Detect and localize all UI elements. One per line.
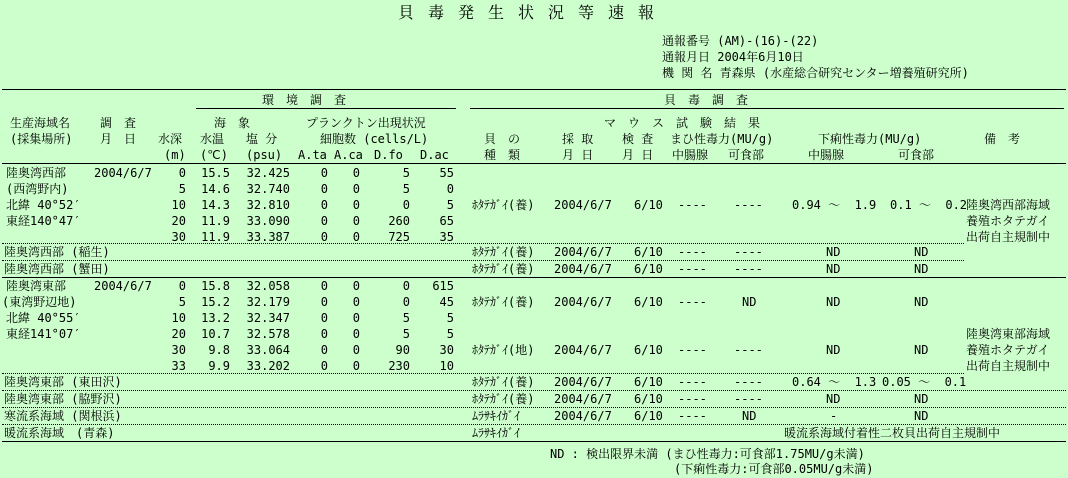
col-psp-mid: 中腸腺 [672, 148, 709, 162]
row-kanita-collect: 2004/6/7 [554, 262, 612, 276]
header-top-rule [2, 89, 1066, 90]
table-bottom-rule [2, 441, 1066, 442]
row-inasei-dsp-mid: ND [826, 245, 841, 259]
block2-row4-dac: 30 [439, 343, 454, 357]
block2-row0-ata: 0 [320, 279, 328, 293]
block1-row1-temp: 14.6 [201, 182, 230, 196]
col-collect: 採 取 [562, 132, 594, 146]
block2-row0-aca: 0 [352, 279, 360, 293]
block1-dsp-mid: 0.94 〜 1.9 [792, 198, 877, 212]
block1-row4-dac: 35 [439, 230, 454, 244]
footnote-dsp: (下痢性毒力:可食部0.05MU/g未満) [674, 462, 874, 476]
block1-row3-depth: 20 [171, 214, 186, 228]
block1-inspect: 6/10 [634, 198, 663, 212]
block1-area-2: (西湾野内) [6, 182, 69, 196]
row-inasei-shell: ﾎﾀﾃｶﾞｲ(養) [472, 245, 535, 259]
block2-date: 2004/6/7 [94, 279, 152, 293]
agency: 機 関 名 青森県 (水産総合研究センター増養殖研究所) [662, 66, 969, 80]
block2-area-1: 陸奥湾東部 [6, 279, 67, 293]
col-depth-unit: (m) [164, 148, 186, 162]
col-dfo: D.fo [374, 148, 403, 162]
block1-row0-dac: 55 [439, 166, 454, 180]
rule-7 [2, 424, 1066, 425]
block2-area-3: 北緯 40°55′ [6, 311, 81, 325]
row-wakinosawa-inspect: 6/10 [634, 392, 663, 406]
block2-row1-depth: 5 [178, 295, 186, 309]
row-kanita-psp-mid: ---- [678, 262, 707, 276]
block2-row2-sal: 32.347 [246, 311, 290, 325]
block1-row1-ata: 0 [320, 182, 328, 196]
block2-row3-sal: 32.578 [246, 327, 290, 341]
row-inasei-inspect: 6/10 [634, 245, 663, 259]
block2-row4-sal: 33.064 [246, 343, 290, 357]
block2-row4-dfo: 90 [395, 343, 410, 357]
block1-row3-aca: 0 [352, 214, 360, 228]
block2a-dsp-mid: ND [826, 295, 841, 309]
block2a-dsp-edible: ND [914, 295, 929, 309]
block2-row2-dac: 5 [446, 311, 454, 325]
block1-row1-dac: 0 [446, 182, 454, 196]
block2-row0-depth: 0 [178, 279, 186, 293]
block1-row2-ata: 0 [320, 198, 328, 212]
rule-5 [2, 390, 1066, 391]
row-kanita-area: 陸奥湾西部 (蟹田) [4, 262, 110, 276]
col-collect-sub: 月 日 [562, 148, 594, 162]
block1-row4-temp: 11.9 [201, 230, 230, 244]
block1-row2-dac: 5 [446, 198, 454, 212]
block2b-shell: ﾎﾀﾃｶﾞｲ(地) [472, 343, 535, 357]
remarks1-line3: 出荷自主規制中 [966, 230, 1051, 244]
block2-row5-aca: 0 [352, 359, 360, 373]
col-salinity-unit: (psu) [246, 148, 283, 162]
env-subrule [196, 108, 456, 109]
block1-area-1: 陸奥湾西部 [6, 166, 67, 180]
block2-row2-temp: 13.2 [201, 311, 230, 325]
col-dsp-mid: 中腸腺 [808, 148, 845, 162]
rule-3 [2, 277, 1066, 278]
block2-row3-dac: 5 [446, 327, 454, 341]
block2-row5-ata: 0 [320, 359, 328, 373]
block1-shell: ﾎﾀﾃｶﾞｲ(養) [472, 198, 535, 212]
block2-row2-depth: 10 [171, 311, 186, 325]
block2-row5-dfo: 230 [388, 359, 410, 373]
block1-row3-sal: 33.090 [246, 214, 290, 228]
report-date: 通報月日 2004年6月10日 [662, 50, 804, 64]
row-inasei-area: 陸奥湾西部 (稲生) [4, 245, 110, 259]
row-sekinehama-area: 寒流系海域 (関根浜) [4, 409, 122, 423]
row-inasei-psp-mid: ---- [678, 245, 707, 259]
rule-2 [2, 260, 964, 261]
col-psp-edible: 可食部 [728, 148, 765, 162]
block2-row2-ata: 0 [320, 311, 328, 325]
block1-row0-sal: 32.425 [246, 166, 290, 180]
row-sekinehama-dsp-mid: - [830, 409, 838, 423]
row-higashitazawa-psp-edible: ---- [734, 375, 763, 389]
row-higashitazawa-collect: 2004/6/7 [554, 375, 612, 389]
row-wakinosawa-dsp-mid: ND [826, 392, 841, 406]
block1-row2-depth: 10 [171, 198, 186, 212]
block2-row3-temp: 10.7 [201, 327, 230, 341]
block2-row1-ata: 0 [320, 295, 328, 309]
row-wakinosawa-psp-edible: ---- [734, 392, 763, 406]
block2-row5-temp: 9.9 [208, 359, 230, 373]
block1-row1-dfo: 5 [402, 182, 410, 196]
row-wakinosawa-area: 陸奥湾東部 (脇野沢) [4, 392, 122, 406]
block2-row2-dfo: 5 [402, 311, 410, 325]
col-ata: A.ta [298, 148, 327, 162]
block2-row3-depth: 20 [171, 327, 186, 341]
report-number: 通報番号 (AM)-(16)-(22) [662, 34, 819, 48]
block2-row0-temp: 15.8 [201, 279, 230, 293]
block1-row1-aca: 0 [352, 182, 360, 196]
block1-date: 2004/6/7 [94, 166, 152, 180]
row-higashitazawa-dsp-mid: 0.64 〜 1.3 [792, 375, 877, 389]
col-depth: 水深 [158, 132, 183, 146]
row-higashitazawa-area: 陸奥湾東部 (東田沢) [4, 375, 122, 389]
row-sekinehama-shell: ﾑﾗｻｷｲｶﾞｲ [472, 409, 521, 423]
header-bottom-rule [2, 163, 1066, 164]
col-aca: A.ca [334, 148, 363, 162]
block1-collect: 2004/6/7 [554, 198, 612, 212]
block1-row4-sal: 33.387 [246, 230, 290, 244]
row-kanita-shell: ﾎﾀﾃｶﾞｲ(養) [472, 262, 535, 276]
col-salinity: 塩 分 [246, 132, 278, 146]
col-shell: 貝 の [484, 132, 521, 146]
env-survey-heading: 環 境 調 査 [262, 93, 347, 107]
row-inasei-dsp-edible: ND [914, 245, 929, 259]
col-temp-unit: (℃) [200, 148, 228, 162]
block2-row0-sal: 32.058 [246, 279, 290, 293]
col-psp: まひ性毒力(MU/g) [670, 132, 774, 146]
block2-row2-aca: 0 [352, 311, 360, 325]
rule-4 [2, 373, 964, 374]
row-sekinehama-inspect: 6/10 [634, 409, 663, 423]
row-higashitazawa-psp-mid: ---- [678, 375, 707, 389]
remarks1-line1: 陸奥湾西部海域 [966, 198, 1051, 212]
block2-row0-dac: 615 [432, 279, 454, 293]
block2-row3-dfo: 5 [402, 327, 410, 341]
rule-6 [2, 407, 1066, 408]
block1-row2-aca: 0 [352, 198, 360, 212]
row-inasei-collect: 2004/6/7 [554, 245, 612, 259]
row-kanita-dsp-edible: ND [914, 262, 929, 276]
col-plankton: プランクトン出現状況 [306, 116, 426, 130]
remarks1-line2: 養殖ホタテガイ [966, 214, 1050, 228]
block1-row0-dfo: 5 [402, 166, 410, 180]
block2b-dsp-edible: ND [914, 343, 929, 357]
col-survey: 調 査 [100, 116, 137, 130]
col-dsp: 下痢性毒力(MU/g) [818, 132, 922, 146]
col-area: 生産海域名 [10, 116, 71, 130]
remarks2-line3: 出荷自主規制中 [966, 359, 1051, 373]
block1-psp-edible: ---- [734, 198, 763, 212]
row-inasei-psp-edible: ---- [734, 245, 763, 259]
row-kanita-inspect: 6/10 [634, 262, 663, 276]
col-shell-sub: 種 類 [484, 148, 521, 162]
block2-row4-depth: 30 [171, 343, 186, 357]
row-sekinehama-dsp-edible: ND [914, 409, 929, 423]
col-survey-sub: 月 日 [100, 132, 137, 146]
footnote-nd: ND : 検出限界未満 (まひ性毒力:可食部1.75MU/g未満) [550, 447, 865, 461]
col-inspect: 検 査 [622, 132, 654, 146]
block1-row4-aca: 0 [352, 230, 360, 244]
remarks2-line1: 陸奥湾東部海域 [966, 327, 1051, 341]
block2-row1-aca: 0 [352, 295, 360, 309]
block2b-dsp-mid: ND [826, 343, 841, 357]
block1-row2-sal: 32.810 [246, 198, 290, 212]
page-title: 貝毒発生状況等速報 [398, 3, 669, 22]
block1-psp-mid: ---- [678, 198, 707, 212]
block1-row4-dfo: 725 [388, 230, 410, 244]
row-aomori-area: 暖流系海域 (青森) [4, 426, 115, 440]
row-kanita-psp-edible: ---- [734, 262, 763, 276]
col-cells: 細胞数 (cells/L) [320, 132, 429, 146]
row-wakinosawa-dsp-edible: ND [914, 392, 929, 406]
block2-row3-ata: 0 [320, 327, 328, 341]
row-kanita-dsp-mid: ND [826, 262, 841, 276]
row-sekinehama-psp-mid: ---- [678, 409, 707, 423]
block2b-inspect: 6/10 [634, 343, 663, 357]
row-aomori-remark: 暖流系海域付着性二枚貝出荷自主規制中 [784, 426, 1001, 440]
block2a-inspect: 6/10 [634, 295, 663, 309]
block1-row1-depth: 5 [178, 182, 186, 196]
block1-row4-ata: 0 [320, 230, 328, 244]
rule-1 [2, 243, 964, 244]
block2-row1-dac: 45 [439, 295, 454, 309]
block2-row5-dac: 10 [439, 359, 454, 373]
remarks2-line2: 養殖ホタテガイ [966, 343, 1050, 357]
col-sea: 海 象 [214, 116, 251, 130]
block1-area-4: 東経140°47′ [6, 214, 81, 228]
block2a-psp-mid: ---- [678, 295, 707, 309]
block2-row0-dfo: 0 [402, 279, 410, 293]
block2a-shell: ﾎﾀﾃｶﾞｲ(養) [472, 295, 535, 309]
block2-row3-aca: 0 [352, 327, 360, 341]
block1-dsp-edible: 0.1 〜 0.2 [890, 198, 968, 212]
row-wakinosawa-shell: ﾎﾀﾃｶﾞｲ(養) [472, 392, 535, 406]
block1-row2-dfo: 0 [402, 198, 410, 212]
row-wakinosawa-collect: 2004/6/7 [554, 392, 612, 406]
block2-row1-temp: 15.2 [201, 295, 230, 309]
col-dac: D.ac [420, 148, 449, 162]
block2b-psp-mid: ---- [678, 343, 707, 357]
col-dsp-edible: 可食部 [898, 148, 935, 162]
col-temp: 水温 [200, 132, 225, 146]
col-inspect-sub: 月 日 [622, 148, 654, 162]
block1-row4-depth: 30 [171, 230, 186, 244]
row-higashitazawa-inspect: 6/10 [634, 375, 663, 389]
block2-area-2: (東湾野辺地) [2, 295, 77, 309]
col-area-sub: (採集場所) [10, 132, 73, 146]
block1-row0-temp: 15.5 [201, 166, 230, 180]
block1-row3-temp: 11.9 [201, 214, 230, 228]
block2-row4-aca: 0 [352, 343, 360, 357]
block1-row3-dfo: 260 [388, 214, 410, 228]
row-wakinosawa-psp-mid: ---- [678, 392, 707, 406]
block2a-collect: 2004/6/7 [554, 295, 612, 309]
toxin-survey-heading: 貝 毒 調 査 [664, 93, 749, 107]
block1-row3-ata: 0 [320, 214, 328, 228]
block1-area-3: 北緯 40°52′ [6, 198, 81, 212]
block2-row5-depth: 33 [171, 359, 186, 373]
block1-row0-ata: 0 [320, 166, 328, 180]
block1-row2-temp: 14.3 [201, 198, 230, 212]
col-remarks: 備 考 [984, 132, 1021, 146]
block1-row3-dac: 65 [439, 214, 454, 228]
toxin-subrule [470, 108, 1064, 109]
block2-row1-sal: 32.179 [246, 295, 290, 309]
row-sekinehama-psp-edible: ND [742, 409, 757, 423]
row-aomori-shell: ﾑﾗｻｷｲｶﾞｲ [472, 426, 521, 440]
block2-row4-temp: 9.8 [208, 343, 230, 357]
row-sekinehama-collect: 2004/6/7 [554, 409, 612, 423]
block2b-psp-edible: ---- [734, 343, 763, 357]
block1-row1-sal: 32.740 [246, 182, 290, 196]
block1-row0-depth: 0 [178, 166, 186, 180]
block2b-collect: 2004/6/7 [554, 343, 612, 357]
col-mouse-test: マ ウ ス 試 験 結 果 [604, 116, 761, 130]
block2-row4-ata: 0 [320, 343, 328, 357]
block2a-psp-edible: ND [742, 295, 757, 309]
block2-area-4: 東経141°07′ [6, 327, 81, 341]
block2-row1-dfo: 0 [402, 295, 410, 309]
block1-row0-aca: 0 [352, 166, 360, 180]
row-higashitazawa-dsp-edible: 0.05 〜 0.1 [882, 375, 967, 389]
block2-row5-sal: 33.202 [246, 359, 290, 373]
row-higashitazawa-shell: ﾎﾀﾃｶﾞｲ(養) [472, 375, 535, 389]
